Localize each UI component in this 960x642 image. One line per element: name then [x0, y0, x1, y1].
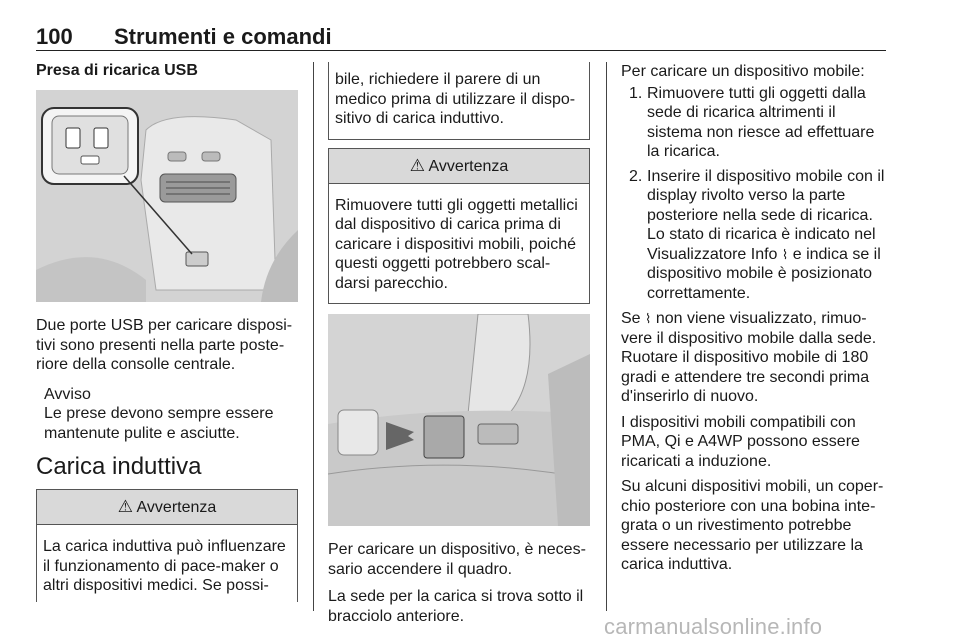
warning-header-1: [37, 490, 297, 525]
warning-body-1-continued: [329, 62, 589, 139]
list-item: [621, 167, 891, 304]
column-1: [36, 62, 298, 602]
warning-header-2: [329, 149, 589, 184]
usb-heading: Presa di ricarica USB: [36, 62, 198, 79]
warning-triangle-icon: ⚠: [409, 155, 425, 175]
note-text: Le prese devono sempre essere mantenute pulite e asciutte.: [44, 405, 274, 442]
warning-box-1-continued: [328, 62, 590, 140]
usb-description: Due porte USB per caricare disposi-tivi sono presenti nella parte poste-riore della consolle centrale.: [36, 317, 293, 373]
warning-body-1: [37, 525, 297, 602]
page-number: 100: [36, 24, 73, 49]
usb-ports-illustration: [36, 90, 298, 302]
warning-body-2: [329, 184, 589, 304]
page-header: [36, 24, 886, 51]
step-number: 2.: [629, 167, 643, 185]
warning-text-1-continued: bile, richiedere il parere di un medico prima di utilizzare il dispo-sitivo di carica induttivo.: [335, 71, 576, 127]
warning-box-1: [36, 489, 298, 602]
usb-console-drawing: [36, 90, 298, 302]
column-2: [328, 62, 590, 626]
back-cover-note: Su alcuni dispositivi mobili, un coper-chio posteriore con una bobina inte-grata o un rivestimento potrebbe essere necessario per utilizzare la carica induttiva.: [621, 478, 884, 573]
rotate-text-start: Se: [621, 310, 641, 327]
charging-intro: Per caricare un dispositivo mobile:: [621, 63, 865, 80]
list-item: [621, 84, 891, 162]
cradle-location: La sede per la carica si trova sotto il bracciolo anteriore.: [328, 588, 584, 625]
watermark: carmanualsonline.info: [604, 614, 823, 639]
warning-text-1: La carica induttiva può influenzare il funzionamento di pace-maker o altri dispositivi medici. Se possi-: [43, 538, 286, 594]
warning-triangle-icon: ⚠: [117, 497, 133, 516]
warning-title-2: Avvertenza: [428, 157, 509, 175]
column-divider-2: [606, 62, 607, 611]
note-box: [36, 385, 298, 444]
wireless-charging-icon: ⌇: [645, 311, 652, 326]
warning-box-2: [328, 148, 590, 305]
column-3: [621, 62, 891, 575]
step-text: e indica se il dispositivo mobile è posizionato correttamente.: [647, 245, 881, 302]
ignition-instruction: Per caricare un dispositivo, è neces-sario accendere il quadro.: [328, 541, 586, 578]
compatible-devices: I dispositivi mobili compatibili con PMA, Qi e A4WP possono essere ricaricati a induzione.: [621, 413, 860, 470]
note-label: Avviso: [44, 385, 91, 403]
column-divider-1: [313, 62, 314, 611]
step-text: Rimuovere tutti gli oggetti dalla sede di ricarica altrimenti il sistema non riesce ad effettuare la ricarica.: [647, 84, 875, 160]
charging-steps: [621, 84, 891, 304]
step-number: 1.: [629, 84, 643, 102]
page-title: Strumenti e comandi: [114, 24, 332, 49]
section-heading: Carica induttiva: [36, 453, 202, 480]
rotate-instruction: [621, 309, 891, 407]
armrest-drawing: [328, 314, 590, 526]
wireless-charging-icon: ⌇: [781, 246, 789, 262]
rotate-text-end: non viene visualizzato, rimuo-vere il dispositivo mobile dalla sede. Ruotare il dispositivo mobile di 180 gradi e attendere tre secondi prima d'inserirlo di nuovo.: [621, 310, 877, 405]
step-text: Inserire il dispositivo mobile con il display rivolto verso la parte posteriore nella sede di ricarica. Lo stato di ricarica è indicato nel Visualizzatore Info: [647, 167, 885, 263]
warning-text-2: Rimuovere tutti gli oggetti metallici dal dispositivo di carica prima di caricare i dispositivi mobili, poiché questi oggetti potrebbero scal-darsi parecchio.: [335, 196, 578, 292]
charging-cradle-illustration: [328, 314, 590, 526]
warning-title-1: Avvertenza: [136, 499, 217, 516]
